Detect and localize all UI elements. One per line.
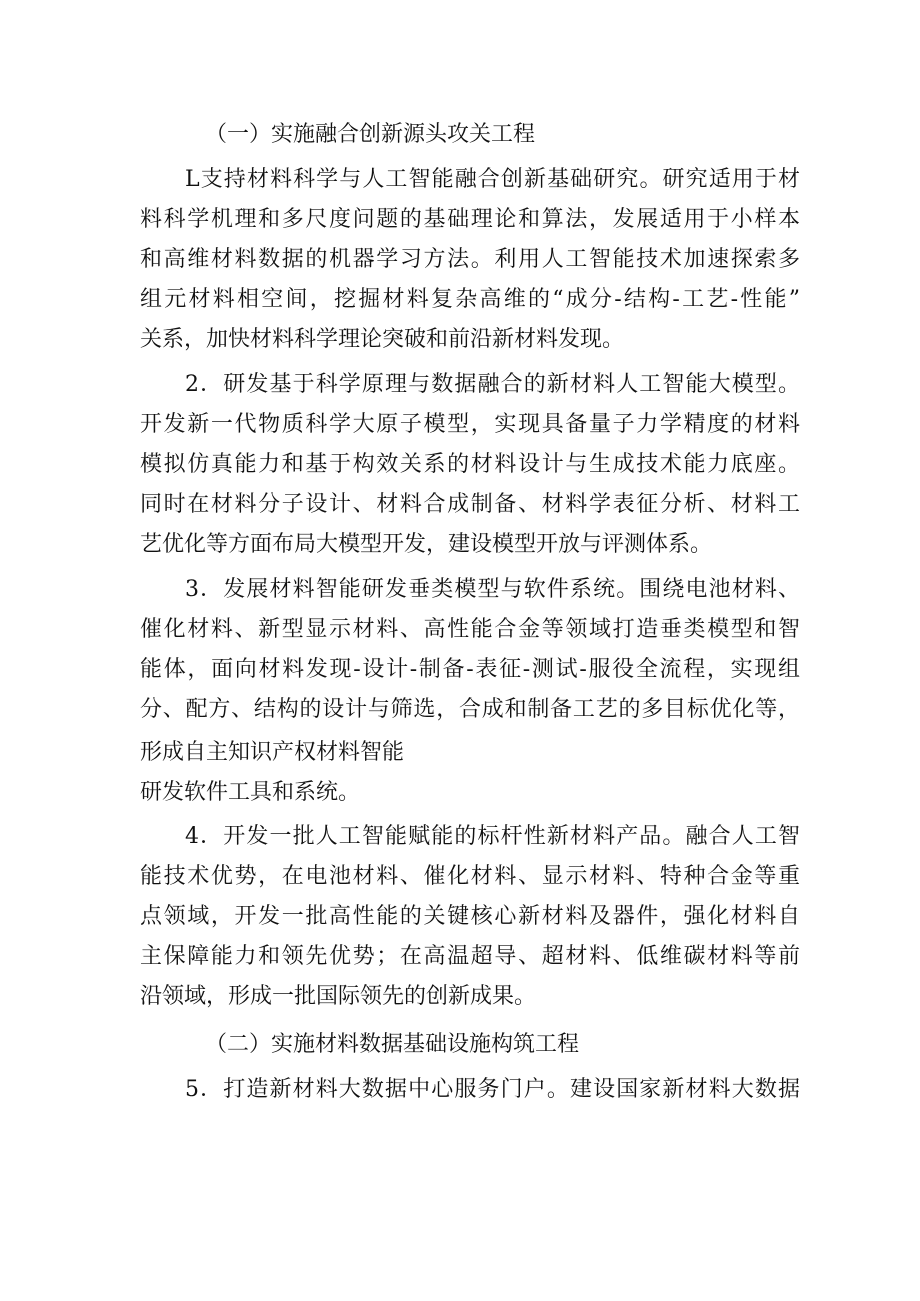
- paragraph-3-line-1: 3．发展材料智能研发垂类模型与软件系统。围绕电池材料、: [185, 577, 800, 602]
- paragraph-3-line-4: 分、配方、结构的设计与筛选，合成和制备工艺的多目标优化等，: [140, 697, 800, 722]
- paragraph-2-line-1: 2．研发基于科学原理与数据融合的新材料人工智能大模型。: [185, 372, 800, 397]
- paragraph-2-line-5: 艺优化等方面布局大模型开发，建设模型开放与评测体系。: [140, 532, 713, 557]
- section-heading-2: （二）实施材料数据基础设施构筑工程: [205, 1032, 580, 1057]
- paragraph-2-line-4: 同时在材料分子设计、材料合成制备、材料学表征分析、材料工: [140, 492, 800, 517]
- paragraph-4-line-5: 沿领域，形成一批国际领先的创新成果。: [140, 984, 537, 1009]
- paragraph-1-line-1: L支持材料科学与人工智能融合创新基础研究。研究适用于材: [185, 167, 800, 192]
- paragraph-4-line-3: 点领域，开发一批高性能的关键核心新材料及器件，强化材料自: [140, 904, 800, 929]
- paragraph-4-line-2: 能技术优势，在电池材料、催化材料、显示材料、特种合金等重: [140, 864, 800, 889]
- paragraph-2-line-3: 模拟仿真能力和基于构效关系的材料设计与生成技术能力底座。: [140, 452, 800, 477]
- paragraph-1-line-5: 关系，加快材料科学理论突破和前沿新材料发现。: [140, 327, 625, 352]
- paragraph-1-line-3: 和高维材料数据的机器学习方法。利用人工智能技术加速探索多: [140, 247, 800, 272]
- paragraph-3-line-5: 形成自主知识产权材料智能: [140, 740, 405, 765]
- paragraph-3-line-2: 催化材料、新型显示材料、高性能合金等领域打造垂类模型和智: [140, 617, 800, 642]
- paragraph-1-line-2: 料科学机理和多尺度问题的基础理论和算法，发展适用于小样本: [140, 207, 800, 232]
- paragraph-1-line-4: 组元材料相空间，挖掘材料复杂高维的“成分-结构-工艺-性能”: [140, 287, 800, 312]
- section-heading-1: （一）实施融合创新源头攻关工程: [205, 122, 536, 147]
- paragraph-3-line-6: 研发软件工具和系统。: [140, 780, 361, 805]
- paragraph-4-line-4: 主保障能力和领先优势；在高温超导、超材料、低维碳材料等前: [140, 944, 800, 969]
- paragraph-3-line-3: 能体，面向材料发现-设计-制备-表征-测试-服役全流程，实现组: [140, 657, 800, 682]
- paragraph-4-line-1: 4．开发一批人工智能赋能的标杆性新材料产品。融合人工智: [185, 824, 800, 849]
- paragraph-5-line-1: 5．打造新材料大数据中心服务门户。建设国家新材料大数据: [185, 1077, 800, 1102]
- paragraph-2-line-2: 开发新一代物质科学大原子模型，实现具备量子力学精度的材料: [140, 412, 800, 437]
